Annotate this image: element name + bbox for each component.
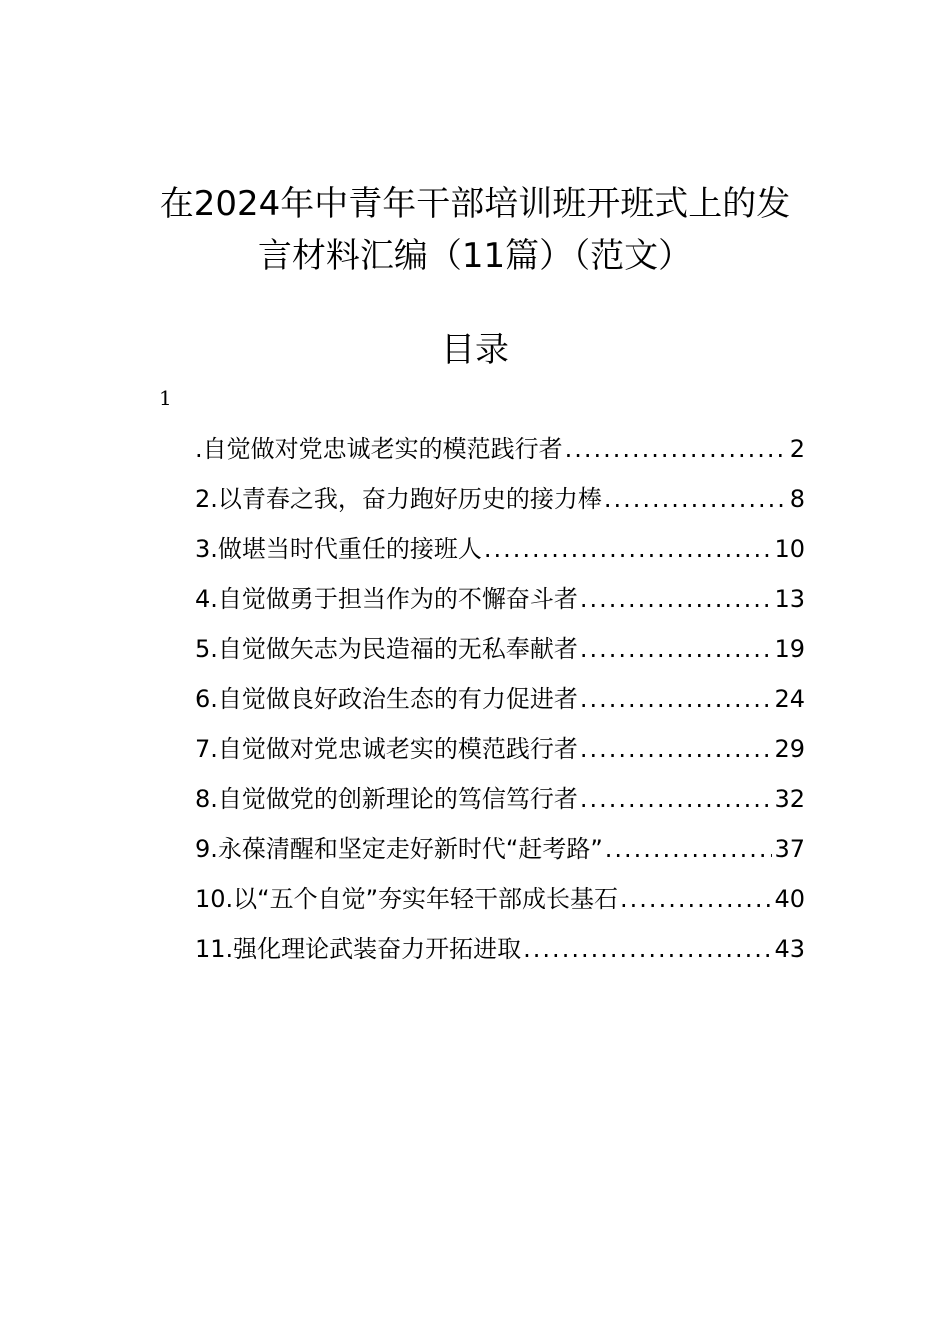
- toc-entry-label: 8.自觉做党的创新理论的笃信笃行者: [195, 785, 578, 813]
- toc-leader-dots: [580, 674, 773, 724]
- table-of-contents: [195, 424, 805, 974]
- toc-entry-label: 6.自觉做良好政治生态的有力促进者: [195, 685, 578, 713]
- toc-leader-dots: [604, 474, 788, 524]
- title-line-2: 言材料汇编（11篇）（范文）: [257, 236, 693, 276]
- toc-entry[interactable]: [195, 524, 805, 574]
- toc-entry-page: 37: [774, 835, 805, 863]
- toc-entry-page: 13: [774, 585, 805, 613]
- toc-entry-label: 3.做堪当时代重任的接班人: [195, 535, 482, 563]
- toc-entry-label: 10.以“五个自觉”夯实年轻干部成长基石: [195, 885, 619, 913]
- toc-leader-dots: [620, 874, 772, 924]
- toc-entry[interactable]: [195, 624, 805, 674]
- toc-entry[interactable]: [195, 574, 805, 624]
- toc-entry[interactable]: [195, 874, 805, 924]
- toc-entry-label: 4.自觉做勇于担当作为的不懈奋斗者: [195, 585, 578, 613]
- toc-heading: 目录: [441, 330, 509, 370]
- toc-entry[interactable]: [195, 424, 805, 474]
- toc-entry-label: 9.永葆清醒和坚定走好新时代“赶考路”: [195, 835, 603, 863]
- toc-leader-dots: [580, 624, 773, 674]
- toc-entry-page: 2: [789, 435, 805, 463]
- toc-entry-page: 8: [789, 485, 805, 513]
- toc-entry-page: 19: [774, 635, 805, 663]
- toc-entry[interactable]: [195, 924, 805, 974]
- toc-entry[interactable]: [195, 724, 805, 774]
- toc-entry[interactable]: [195, 774, 805, 824]
- toc-leader-dots: [605, 824, 773, 874]
- toc-entry-page: 24: [774, 685, 805, 713]
- toc-marker-number: 1: [159, 386, 172, 410]
- title-line-1: 在2024年中青年干部培训班开班式上的发: [159, 184, 791, 224]
- toc-entry[interactable]: [195, 824, 805, 874]
- toc-entry-page: 43: [774, 935, 805, 963]
- toc-leader-dots: [580, 724, 773, 774]
- toc-entry-label: 11.强化理论武装奋力开拓进取: [195, 935, 522, 963]
- toc-entry-page: 29: [774, 735, 805, 763]
- toc-entry-label: .自觉做对党忠诚老实的模范践行者: [195, 435, 563, 463]
- toc-entry-label: 7.自觉做对党忠诚老实的模范践行者: [195, 735, 578, 763]
- toc-leader-dots: [580, 574, 773, 624]
- toc-leader-dots: [580, 774, 773, 824]
- toc-entry-page: 40: [774, 885, 805, 913]
- toc-entry-label: 5.自觉做矢志为民造福的无私奉献者: [195, 635, 578, 663]
- toc-leader-dots: [523, 924, 772, 974]
- toc-leader-dots: [565, 424, 788, 474]
- toc-entry-page: 32: [774, 785, 805, 813]
- toc-leader-dots: [484, 524, 773, 574]
- document-title: [100, 178, 850, 282]
- toc-entry[interactable]: [195, 474, 805, 524]
- toc-entry-page: 10: [774, 535, 805, 563]
- toc-entry-label: 2.以青春之我，奋力跑好历史的接力棒: [195, 485, 602, 513]
- toc-entry[interactable]: [195, 674, 805, 724]
